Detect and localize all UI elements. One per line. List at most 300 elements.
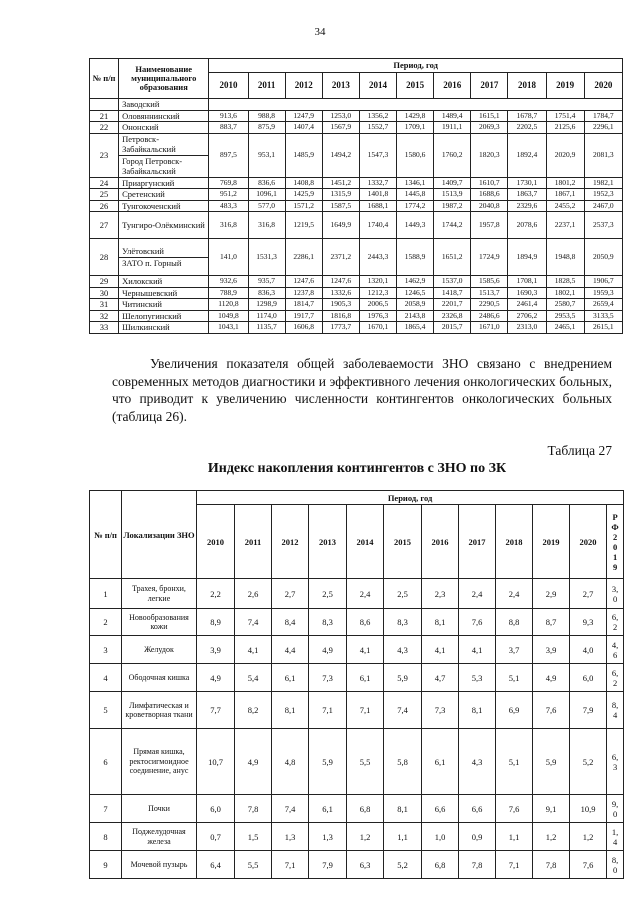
rate-value: 2467,0 [584, 200, 622, 212]
index-value: 2,2 [197, 579, 235, 609]
table-row [90, 322, 623, 334]
table-title: Индекс накопления контингентов с ЗНО по ЗК [207, 461, 507, 476]
rate-value: 1606,8 [285, 322, 322, 334]
rate-value: 1407,4 [285, 122, 322, 134]
rf-value [607, 579, 624, 609]
index-value: 6,1 [272, 664, 309, 692]
municipality-name [119, 177, 209, 189]
rate-value: 1332,6 [322, 287, 359, 299]
index-value: 5,2 [384, 851, 422, 879]
table-row [90, 310, 623, 322]
rate-value: 2461,4 [508, 299, 546, 311]
rate-value: 1049,8 [209, 310, 248, 322]
rate-value: 1580,6 [397, 133, 434, 177]
rate-value: 1462,9 [397, 276, 434, 288]
rate-value: 2371,2 [322, 239, 359, 276]
index-value: 2,4 [347, 579, 384, 609]
index-value: 4,3 [384, 636, 422, 664]
index-value: 6,6 [422, 795, 459, 823]
t2-year-header: 2011 [235, 505, 272, 579]
rf-value-part: 8, [611, 700, 619, 710]
index-value: 4,8 [272, 729, 309, 795]
rate-value: 1987,2 [434, 200, 471, 212]
rate-value: 2537,3 [584, 212, 622, 239]
index-value: 1,5 [235, 823, 272, 851]
table-row [90, 851, 624, 879]
table-row [90, 200, 623, 212]
index-value: 1,3 [272, 823, 309, 851]
row-number: 9 [90, 851, 122, 879]
index-value: 8,7 [533, 609, 570, 636]
rate-value: 1773,7 [322, 322, 359, 334]
rate-value: 1409,7 [434, 177, 471, 189]
t2-year-header: 2019 [533, 505, 570, 579]
rate-value: 1485,9 [285, 133, 322, 177]
index-value: 4,1 [235, 636, 272, 664]
table-row [90, 729, 624, 795]
rate-value: 1751,4 [546, 110, 584, 122]
index-value: 7,6 [533, 692, 570, 729]
rf-value-part: 3 [612, 761, 618, 772]
rf-header-char: Ф [611, 521, 619, 532]
rate-value: 988,8 [248, 110, 285, 122]
index-value: 6,1 [422, 729, 459, 795]
municipality-name-text: Чернышевский [122, 287, 178, 298]
index-value: 7,6 [570, 851, 607, 879]
rate-value: 2706,2 [508, 310, 546, 322]
index-value: 2,3 [422, 579, 459, 609]
index-value: 7,1 [347, 692, 384, 729]
index-value: 2,4 [496, 579, 533, 609]
municipality-name-text: Читинский [122, 299, 162, 309]
rate-value: 1814,7 [285, 299, 322, 311]
rate-value: 1585,6 [471, 276, 508, 288]
rate-value: 1724,9 [471, 239, 508, 276]
row-number: 31 [90, 299, 119, 311]
rate-value: 2201,7 [434, 299, 471, 311]
table-row [90, 110, 623, 122]
t2-year-header: 2020 [570, 505, 607, 579]
rate-value: 1774,2 [397, 200, 434, 212]
t2-header-period: Период, год [197, 491, 624, 505]
rf-value-part: 4 [612, 710, 618, 720]
rate-value: 316,8 [248, 212, 285, 239]
municipality-name-text: Приаргунский [122, 177, 175, 188]
rate-value: 1425,9 [285, 189, 322, 201]
t2-year-header: 2012 [272, 505, 309, 579]
municipality-name [119, 200, 209, 212]
index-value: 8,2 [235, 692, 272, 729]
municipality-name [119, 310, 209, 322]
index-value: 7,4 [235, 609, 272, 636]
index-value: 6,9 [496, 692, 533, 729]
rate-value: 1489,4 [434, 110, 471, 122]
rate-value: 1315,9 [322, 189, 359, 201]
municipality-name-text: Тунгокоченский [122, 200, 181, 211]
rate-value: 1588,9 [397, 239, 434, 276]
localization-name: Трахея, бронхи, легкие [122, 579, 197, 609]
index-value: 7,8 [533, 851, 570, 879]
t1-header-no: № п/п [90, 59, 119, 99]
table-row [90, 795, 624, 823]
row-number: 29 [90, 276, 119, 288]
rf-value-part: 6, [611, 667, 619, 678]
index-value: 7,6 [496, 795, 533, 823]
table-row [90, 133, 623, 177]
index-value: 8,8 [496, 609, 533, 636]
rate-value: 2313,0 [508, 322, 546, 334]
rate-value: 1615,1 [471, 110, 508, 122]
index-value: 8,3 [309, 609, 347, 636]
t1-year-header: 2019 [546, 73, 584, 99]
rate-value: 2659,4 [584, 299, 622, 311]
rate-value: 1905,3 [322, 299, 359, 311]
table-row [90, 579, 624, 609]
rate-value: 1120,8 [209, 299, 248, 311]
table-row [90, 239, 623, 276]
index-value: 8,1 [384, 795, 422, 823]
rate-value: 1494,2 [322, 133, 359, 177]
index-value: 2,7 [570, 579, 607, 609]
t2-year-header: 2010 [197, 505, 235, 579]
rate-value: 2143,8 [397, 310, 434, 322]
rate-value: 897,5 [209, 133, 248, 177]
rf-value [607, 851, 624, 879]
index-value: 2,4 [459, 579, 496, 609]
rate-value: 1828,5 [546, 276, 584, 288]
index-value: 7,9 [309, 851, 347, 879]
rate-value: 1690,3 [508, 287, 546, 299]
index-value: 8,1 [459, 692, 496, 729]
rate-value: 1219,5 [285, 212, 322, 239]
rate-value: 2050,9 [584, 239, 622, 276]
rate-value: 1451,2 [322, 177, 359, 189]
t1-year-header: 2014 [359, 73, 396, 99]
rate-value: 1820,3 [471, 133, 508, 177]
rate-value: 1865,4 [397, 322, 434, 334]
rate-value: 1952,3 [584, 189, 622, 201]
rf-value-part: 6, [611, 612, 619, 622]
t2-year-header: 2014 [347, 505, 384, 579]
rate-value: 953,1 [248, 133, 285, 177]
rate-value: 2443,3 [359, 239, 396, 276]
rate-value: 1408,8 [285, 177, 322, 189]
t1-year-header: 2013 [322, 73, 359, 99]
index-value: 7,1 [496, 851, 533, 879]
t1-year-header: 2015 [397, 73, 434, 99]
rate-value: 2237,1 [546, 212, 584, 239]
index-value: 5,1 [496, 729, 533, 795]
row-number: 22 [90, 122, 119, 134]
index-value: 5,2 [570, 729, 607, 795]
index-value: 8,4 [272, 609, 309, 636]
index-value: 10,9 [570, 795, 607, 823]
body-paragraph: Увеличения показателя общей заболеваемости ЗНО связано с внедрением современных методов диагностики и эффективного лечения онкологических больных, что приводит к увеличению численности контингентов онкологических больных (таблица 26). [112, 356, 612, 424]
rate-value: 2202,5 [508, 122, 546, 134]
municipality-name-sub: Город Петровск-Забайкальский [119, 155, 208, 177]
rf-value-part: 6, [611, 751, 619, 762]
t1-year-header: 2020 [584, 73, 622, 99]
index-value: 4,3 [459, 729, 496, 795]
table-row [90, 122, 623, 134]
rate-value: 2296,1 [584, 122, 622, 134]
rf-value [607, 692, 624, 729]
rate-value: 316,8 [209, 212, 248, 239]
rf-value [607, 795, 624, 823]
rate-value: 2486,6 [471, 310, 508, 322]
municipality-name [119, 189, 209, 201]
t1-year-header: 2011 [248, 73, 285, 99]
rf-value-part: 4, [611, 639, 619, 650]
index-value: 4,9 [533, 664, 570, 692]
localization-name: Желудок [122, 636, 197, 664]
rate-value: 577,0 [248, 200, 285, 212]
index-value: 2,5 [384, 579, 422, 609]
municipality-name-text: Шелопугинский [122, 310, 182, 321]
t1-prev-no [90, 99, 119, 111]
rf-header-char: 2 [612, 531, 618, 542]
index-value: 7,4 [384, 692, 422, 729]
rate-value: 1784,7 [584, 110, 622, 122]
row-number: 6 [90, 729, 122, 795]
municipality-name-text: Улётовский [122, 246, 164, 256]
rf-value-part: 1, [611, 826, 619, 837]
table-row [90, 609, 624, 636]
index-value: 2,5 [309, 579, 347, 609]
rate-value: 2069,3 [471, 122, 508, 134]
rate-value: 1911,1 [434, 122, 471, 134]
municipality-name-text: Оловяннинский [122, 110, 180, 121]
localization-name: Новообразования кожи [122, 609, 197, 636]
t2-rf-header [607, 505, 624, 579]
table-row [90, 189, 623, 201]
rf-header-char: 1 [612, 551, 618, 562]
rate-value: 1671,0 [471, 322, 508, 334]
table-row [90, 212, 623, 239]
index-value: 4,1 [459, 636, 496, 664]
rf-value-part: 9, [611, 798, 619, 809]
rf-header-char: 9 [612, 561, 618, 572]
index-value: 7,8 [235, 795, 272, 823]
rate-value: 1174,0 [248, 310, 285, 322]
localization-name: Прямая кишка, ректосигмоидное соединение, анус [122, 729, 197, 795]
rate-value: 1816,8 [322, 310, 359, 322]
row-number: 3 [90, 636, 122, 664]
row-number: 7 [90, 795, 122, 823]
index-value: 7,4 [272, 795, 309, 823]
rate-value: 1801,2 [546, 177, 584, 189]
rf-value-part: 0 [612, 864, 618, 875]
index-value: 2,9 [533, 579, 570, 609]
index-value: 10,7 [197, 729, 235, 795]
table-row [90, 177, 623, 189]
rate-value: 1449,3 [397, 212, 434, 239]
rate-value: 1237,8 [285, 287, 322, 299]
rate-value: 2015,7 [434, 322, 471, 334]
rate-value: 1513,7 [471, 287, 508, 299]
municipality-name [119, 212, 209, 239]
index-value: 1,1 [384, 823, 422, 851]
index-value: 7,1 [272, 851, 309, 879]
index-value: 4,9 [309, 636, 347, 664]
index-value: 5,9 [533, 729, 570, 795]
rate-value: 1760,2 [434, 133, 471, 177]
rate-value: 1547,3 [359, 133, 396, 177]
index-value: 1,0 [422, 823, 459, 851]
index-value: 5,5 [347, 729, 384, 795]
index-value: 6,3 [347, 851, 384, 879]
rate-value: 2615,1 [584, 322, 622, 334]
rate-value: 769,8 [209, 177, 248, 189]
rate-value: 1513,9 [434, 189, 471, 201]
index-value: 1,1 [496, 823, 533, 851]
index-value: 5,3 [459, 664, 496, 692]
rate-value: 1332,7 [359, 177, 396, 189]
t2-header-no: № п/п [90, 491, 122, 579]
t1-header-period: Период, год [209, 59, 623, 73]
municipality-name-text: Ононский [122, 122, 159, 132]
rf-value-part: 2 [612, 622, 618, 632]
index-value: 4,1 [347, 636, 384, 664]
row-number: 27 [90, 212, 119, 239]
rate-value: 1651,2 [434, 239, 471, 276]
rate-value: 1531,3 [248, 239, 285, 276]
rf-value-part: 8, [611, 854, 619, 865]
index-value: 6,1 [309, 795, 347, 823]
row-number: 24 [90, 177, 119, 189]
municipality-name-text: Хилокский [122, 276, 163, 286]
rate-value: 1894,9 [508, 239, 546, 276]
rf-value-part: 2 [612, 677, 618, 688]
rate-value: 2465,1 [546, 322, 584, 334]
index-value: 5,8 [384, 729, 422, 795]
rate-value: 1096,1 [248, 189, 285, 201]
table-accumulation-index [89, 490, 624, 879]
index-value: 7,9 [570, 692, 607, 729]
rate-value: 1688,1 [359, 200, 396, 212]
rf-value-part: 0 [612, 808, 618, 819]
index-value: 3,9 [533, 636, 570, 664]
rate-value: 1670,1 [359, 322, 396, 334]
index-value: 7,1 [309, 692, 347, 729]
index-value: 3,9 [197, 636, 235, 664]
t1-prev-empty [209, 99, 623, 111]
rate-value: 2006,5 [359, 299, 396, 311]
row-number: 30 [90, 287, 119, 299]
rate-value: 883,7 [209, 122, 248, 134]
index-value: 2,6 [235, 579, 272, 609]
rate-value: 1246,5 [397, 287, 434, 299]
index-value: 7,7 [197, 692, 235, 729]
rate-value: 1247,6 [285, 276, 322, 288]
rate-value: 1867,1 [546, 189, 584, 201]
row-number: 33 [90, 322, 119, 334]
rate-value: 1247,9 [285, 110, 322, 122]
t1-prev-name: Заводский [119, 99, 209, 111]
row-number: 1 [90, 579, 122, 609]
t1-header-name: Наименование муниципального образования [119, 59, 209, 99]
localization-name: Лимфатическая и кроветворная ткани [122, 692, 197, 729]
rate-value: 1917,7 [285, 310, 322, 322]
row-number: 4 [90, 664, 122, 692]
index-value: 4,9 [197, 664, 235, 692]
rate-value: 1298,9 [248, 299, 285, 311]
index-value: 5,9 [384, 664, 422, 692]
table-disease-rates [89, 58, 623, 334]
rate-value: 1948,8 [546, 239, 584, 276]
rate-value: 2290,5 [471, 299, 508, 311]
t2-header-loc: Локализации ЗНО [122, 491, 197, 579]
localization-name: Поджелудочная железа [122, 823, 197, 851]
rf-value [607, 636, 624, 664]
rate-value: 2286,1 [285, 239, 322, 276]
localization-name: Мочевой пузырь [122, 851, 197, 879]
rf-header-char: 0 [612, 541, 618, 552]
rate-value: 1688,6 [471, 189, 508, 201]
rate-value: 1976,3 [359, 310, 396, 322]
t2-year-header: 2018 [496, 505, 533, 579]
rate-value: 951,2 [209, 189, 248, 201]
index-value: 5,9 [309, 729, 347, 795]
municipality-name [119, 287, 209, 299]
rate-value: 1418,7 [434, 287, 471, 299]
rate-value: 1043,1 [209, 322, 248, 334]
rate-value: 1212,3 [359, 287, 396, 299]
rf-value [607, 823, 624, 851]
rate-value: 1537,0 [434, 276, 471, 288]
rate-value: 2455,2 [546, 200, 584, 212]
municipality-name [119, 239, 209, 276]
rate-value: 1709,1 [397, 122, 434, 134]
index-value: 6,0 [570, 664, 607, 692]
rate-value: 935,7 [248, 276, 285, 288]
rate-value: 2580,7 [546, 299, 584, 311]
rate-value: 3133,5 [584, 310, 622, 322]
rate-value: 1744,2 [434, 212, 471, 239]
index-value: 8,9 [197, 609, 235, 636]
rate-value: 2326,8 [434, 310, 471, 322]
row-number: 23 [90, 133, 119, 177]
row-number: 8 [90, 823, 122, 851]
rate-value: 1678,7 [508, 110, 546, 122]
rf-value [607, 664, 624, 692]
rate-value: 1802,1 [546, 287, 584, 299]
municipality-name-sub: ЗАТО п. Горный [119, 257, 208, 269]
row-number: 2 [90, 609, 122, 636]
rate-value: 1587,5 [322, 200, 359, 212]
index-value: 8,3 [384, 609, 422, 636]
index-value: 8,6 [347, 609, 384, 636]
municipality-name [119, 276, 209, 288]
index-value: 6,0 [197, 795, 235, 823]
rate-value: 1959,3 [584, 287, 622, 299]
rate-value: 1247,6 [322, 276, 359, 288]
rf-value-part: 3, [611, 583, 619, 594]
index-value: 8,1 [422, 609, 459, 636]
rate-value: 2020,9 [546, 133, 584, 177]
row-number: 32 [90, 310, 119, 322]
rate-value: 1610,7 [471, 177, 508, 189]
rate-value: 483,3 [209, 200, 248, 212]
localization-name: Ободочная кишка [122, 664, 197, 692]
index-value: 4,9 [235, 729, 272, 795]
index-value: 4,1 [422, 636, 459, 664]
index-value: 8,1 [272, 692, 309, 729]
table-row [90, 287, 623, 299]
rate-value: 1401,8 [359, 189, 396, 201]
rate-value: 1906,7 [584, 276, 622, 288]
municipality-name [119, 322, 209, 334]
